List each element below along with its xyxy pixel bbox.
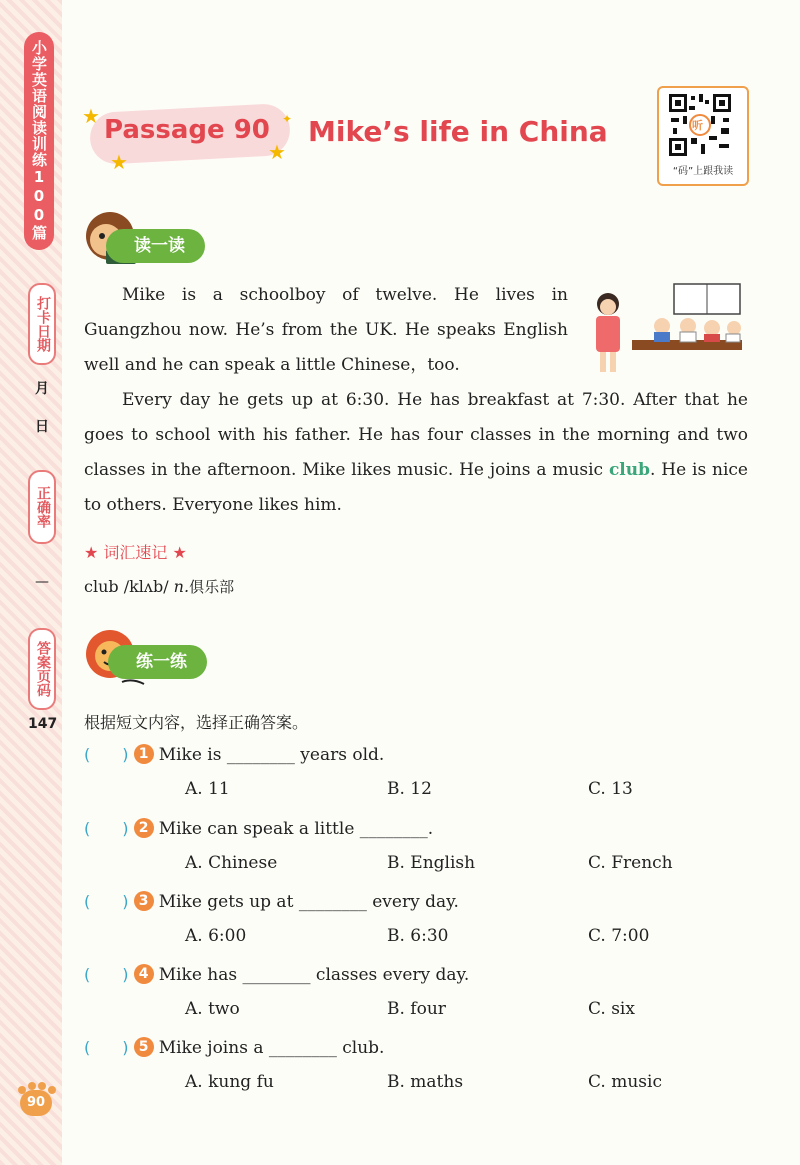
option-c[interactable]: C. six: [588, 999, 635, 1019]
check-in-date-label: 打卡日期: [28, 283, 56, 365]
star-icon: ★: [110, 150, 128, 174]
answer-blank[interactable]: ( ): [84, 819, 129, 838]
answer-page-number: 147: [28, 716, 58, 732]
star-icon: ★: [268, 140, 286, 164]
classroom-illustration: [582, 282, 746, 374]
question-2: [84, 816, 433, 839]
question-text: Mike can speak a little ________.: [158, 819, 434, 839]
listen-label: 听: [692, 119, 703, 132]
accuracy-label: 正确率: [28, 470, 56, 544]
question-4: [84, 962, 469, 985]
answer-blank[interactable]: ( ): [84, 1038, 129, 1057]
question-text: Mike joins a ________ club.: [158, 1038, 385, 1058]
paragraph-2-ending: . He is nice to others. Everyone likes him.: [84, 460, 748, 515]
question-number: 3: [134, 891, 154, 911]
paragraph-2-text: Every day he gets up at 6:30. He has breakfast at 7:30. After that he goes to school with his father. He has four classes in the morning and two classes in the afternoon. Mike likes music. He joins a music: [84, 390, 748, 480]
option-c[interactable]: C. 13: [588, 779, 633, 799]
answer-blank[interactable]: ( ): [84, 745, 129, 764]
part-of-speech: n.: [173, 577, 190, 596]
question-3: [84, 889, 459, 912]
star-icon: ✦: [282, 112, 293, 126]
question-1: [84, 742, 384, 765]
practice-section-badge: 练一练: [108, 645, 207, 679]
star-icon: ★: [82, 104, 100, 128]
vocabulary-word: club /klʌb/: [84, 577, 174, 596]
answer-blank[interactable]: ( ): [84, 965, 129, 984]
option-b[interactable]: B. 12: [387, 779, 432, 799]
option-a[interactable]: A. 11: [185, 779, 230, 799]
question-text: Mike has ________ classes every day.: [158, 965, 470, 985]
month-label: 月: [35, 381, 49, 397]
page-number-paw: [14, 1082, 58, 1116]
qr-code[interactable]: [657, 86, 749, 186]
option-c[interactable]: C. 7:00: [588, 926, 650, 946]
answer-page-label: 答案页码: [28, 628, 56, 710]
series-title: 小学英语阅读训练100篇: [30, 40, 48, 241]
page-number: 90: [20, 1090, 52, 1116]
option-a[interactable]: A. kung fu: [185, 1072, 274, 1092]
page-title: Mike’s life in China: [308, 115, 608, 148]
vocabulary-heading: ★ 词汇速记 ★: [84, 543, 187, 562]
highlighted-word-club: club: [608, 460, 650, 480]
question-number: 1: [134, 744, 154, 764]
passage-paragraph-2: [84, 383, 748, 523]
option-b[interactable]: B. maths: [387, 1072, 464, 1092]
option-a[interactable]: A. 6:00: [185, 926, 247, 946]
question-5: [84, 1035, 384, 1058]
option-c[interactable]: C. music: [588, 1072, 662, 1092]
answer-blank[interactable]: ( ): [84, 892, 129, 911]
passage-paragraph-1: Mike is a schoolboy of twelve. He lives in Guangzhou now. He’s from the UK. He speaks English well and he can speak a little Chinese，too.: [84, 285, 568, 375]
qr-code-icon: [659, 88, 747, 162]
question-text: Mike is ________ years old.: [158, 745, 385, 765]
paw-toe-icon: [38, 1082, 46, 1090]
instructions: 根据短文内容，选择正确答案。: [84, 713, 309, 732]
accuracy-dash: —: [35, 574, 49, 590]
option-b[interactable]: B. four: [387, 999, 446, 1019]
option-b[interactable]: B. 6:30: [387, 926, 449, 946]
passage-number: Passage 90: [104, 115, 270, 145]
qr-caption: “码”上跟我读: [672, 166, 734, 177]
vocabulary-meaning: 俱乐部: [189, 578, 235, 596]
paw-toe-icon: [48, 1086, 56, 1094]
question-number: 4: [134, 964, 154, 984]
vocabulary-entry: [84, 576, 234, 597]
question-text: Mike gets up at ________ every day.: [158, 892, 459, 912]
paw-toe-icon: [28, 1082, 36, 1090]
option-a[interactable]: A. Chinese: [185, 853, 278, 873]
question-number: 5: [134, 1037, 154, 1057]
read-section-badge: 读一读: [106, 229, 205, 263]
day-label: 日: [35, 419, 49, 435]
question-number: 2: [134, 818, 154, 838]
option-a[interactable]: A. two: [185, 999, 240, 1019]
option-b[interactable]: B. English: [387, 853, 476, 873]
option-c[interactable]: C. French: [588, 853, 673, 873]
